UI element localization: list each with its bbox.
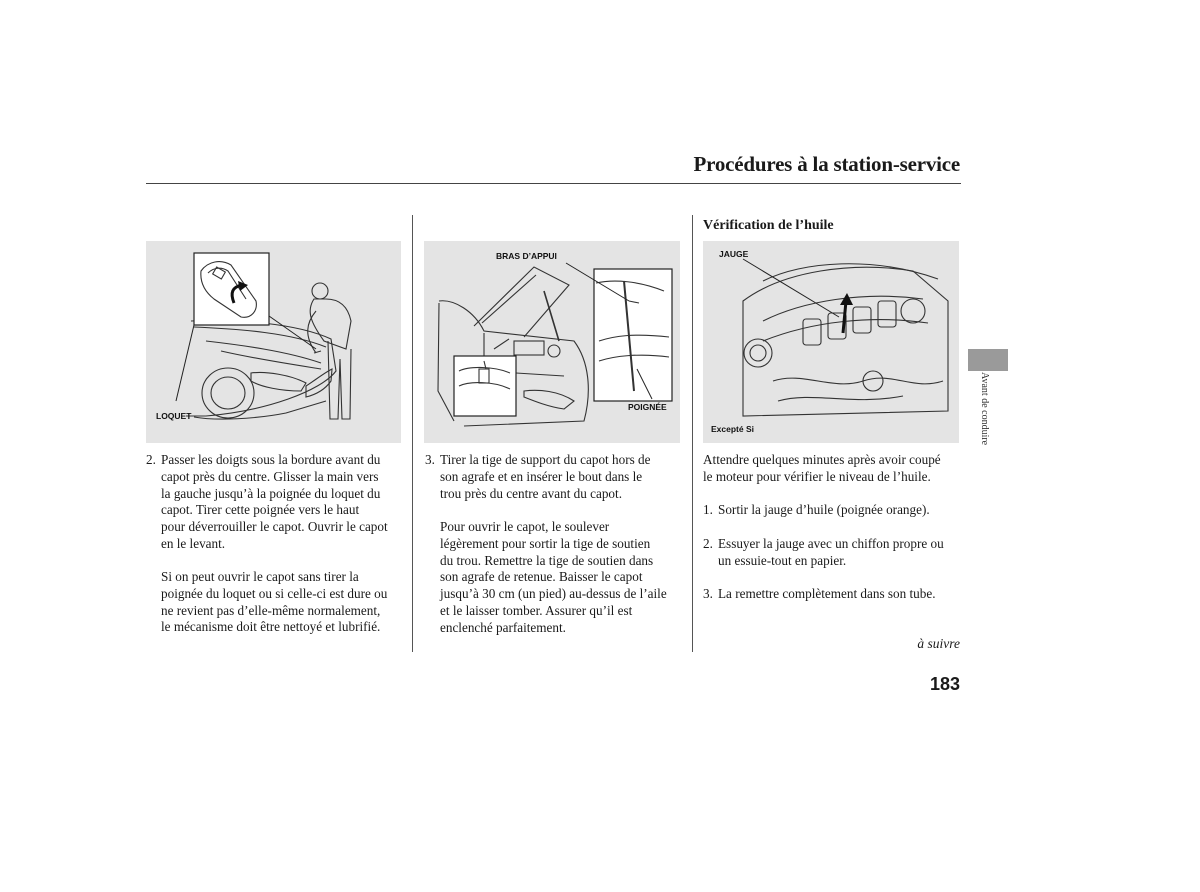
note-line: ne revient pas d’elle-même normalement,	[161, 602, 381, 618]
continued-label: à suivre	[917, 636, 960, 651]
step-2-line: la gauche jusqu’à la poignée du loquet du	[161, 485, 381, 501]
step-2-line: pour déverrouiller le capot. Ouvrir le capot	[161, 519, 388, 535]
oil-step-3-number: 3.	[703, 586, 713, 601]
oil-step-2-number: 2.	[703, 536, 713, 551]
step-3-line: Tirer la tige de support du capot hors de	[440, 452, 651, 467]
oil-step-1-number: 1.	[703, 502, 713, 517]
step-3	[425, 452, 687, 504]
step-3-line: son agrafe et en insérer le bout dans le	[440, 468, 643, 484]
note-line: poignée du loquet ou si celle-ci est dure ou	[161, 585, 388, 601]
hood-closing-note	[440, 519, 687, 637]
intro-line: le moteur pour vérifier le niveau de l’huile.	[703, 468, 931, 484]
figure-label-latch: LOQUET	[156, 411, 192, 421]
figure-support-rod	[424, 241, 680, 443]
oil-step-line: Sortir la jauge d’huile (poignée orange).	[718, 502, 930, 517]
figure-dipstick	[703, 241, 959, 443]
chapter-tab	[968, 349, 1008, 371]
column-divider-1	[412, 215, 413, 652]
oil-step-3	[703, 586, 965, 604]
step-3-number: 3.	[425, 452, 435, 467]
figure-hood-latch	[146, 241, 401, 443]
oil-step-line: Essuyer la jauge avec un chiffon propre ou	[718, 536, 944, 551]
hood-latch-note	[161, 569, 406, 636]
intro-line: Attendre quelques minutes après avoir coupé	[703, 452, 941, 467]
note-line: légèrement pour sortir la tige de soutien	[440, 535, 651, 551]
note-line: et le laisser tomber. Assurer qu’il est	[440, 602, 633, 618]
step-2	[146, 452, 406, 557]
oil-step-line: un essuie-tout en papier.	[718, 552, 847, 568]
page-number: 183	[929, 674, 960, 694]
header-rule	[146, 183, 961, 184]
column-divider-2	[692, 215, 693, 652]
note-line: le mécanisme doit être nettoyé et lubrifié.	[161, 619, 381, 635]
figure-label-except-si: Excepté Si	[711, 424, 754, 434]
note-line: enclenché parfaitement.	[440, 619, 566, 635]
section-heading-oil-check: Vérification de l’huile	[703, 218, 834, 233]
page-title: Procédures à la station-service	[693, 152, 960, 176]
chapter-tab-label: Avant de conduire	[979, 372, 990, 446]
note-line: Pour ouvrir le capot, le soulever	[440, 519, 610, 534]
step-2-line: en le levant.	[161, 535, 226, 551]
note-line: Si on peut ouvrir le capot sans tirer la	[161, 569, 359, 584]
step-2-line: capot. Tirer cette poignée vers le haut	[161, 502, 360, 518]
figure-label-support-arm: BRAS D’APPUI	[496, 251, 557, 261]
step-2-line: capot près du centre. Glisser la main vers	[161, 468, 379, 484]
step-3-line: trou près du centre avant du capot.	[440, 485, 622, 501]
oil-step-line: La remettre complètement dans son tube.	[718, 586, 936, 601]
step-2-line: Passer les doigts sous la bordure avant du	[161, 452, 381, 467]
figure-label-handle: POIGNÉE	[628, 402, 667, 412]
support-rod-illustration	[424, 241, 680, 443]
figure-label-dipstick: JAUGE	[719, 249, 749, 259]
oil-step-2	[703, 536, 965, 572]
oil-step-1	[703, 502, 965, 520]
note-line: du trou. Remettre la tige de soutien dans	[440, 552, 654, 568]
oil-check-intro	[703, 452, 965, 486]
step-2-number: 2.	[146, 452, 156, 467]
dipstick-illustration	[703, 241, 959, 443]
note-line: jusqu’à 30 cm (un pied) au-dessus de l’aile	[440, 586, 667, 602]
note-line: son agrafe de retenue. Baisser le capot	[440, 569, 643, 585]
